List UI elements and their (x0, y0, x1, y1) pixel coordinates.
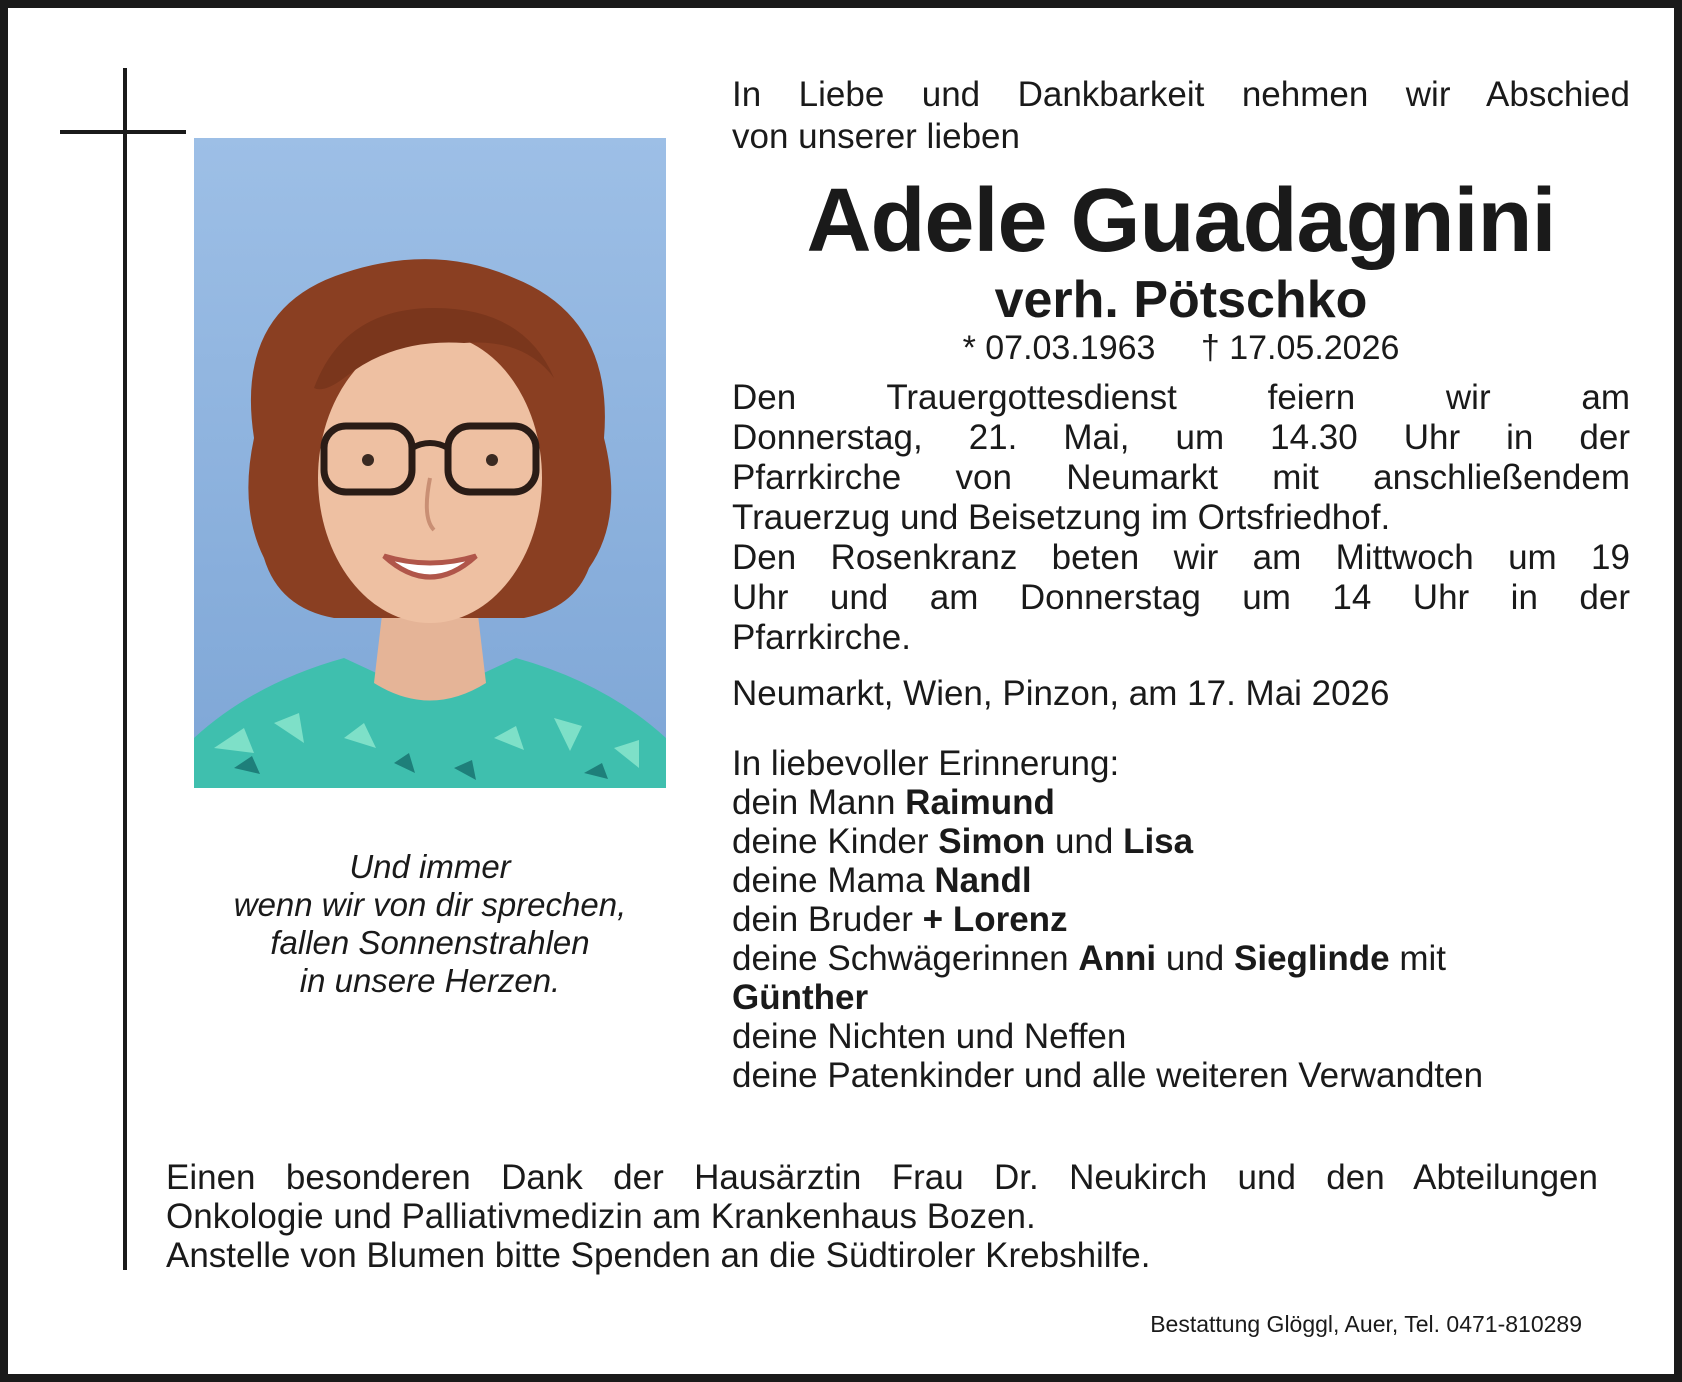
death-date: † 17.05.2026 (1200, 329, 1400, 367)
intro-line: von unserer lieben (732, 117, 1020, 156)
family-heading: In liebevoller Erinnerung: (732, 744, 1120, 783)
intro-text (732, 74, 1630, 158)
rosary-line: Uhr und am Donnerstag um 14 Uhr in der (732, 578, 1630, 617)
obituary-notice (8, 8, 1674, 1374)
place-and-date: Neumarkt, Wien, Pinzon, am 17. Mai 2026 (732, 674, 1390, 713)
life-dates (732, 328, 1630, 368)
thanks-line: Onkologie und Palliativmedizin am Krankenhaus Bozen. (166, 1197, 1036, 1236)
sister-in-law-name: Sieglinde (1234, 939, 1390, 978)
quote-line: fallen Sonnenstrahlen (270, 924, 590, 961)
service-announcement (732, 378, 1630, 658)
family-entry-mother: deine Mama Nandl (732, 861, 1032, 900)
service-line: Pfarrkirche von Neumarkt mit anschließendem (732, 458, 1630, 497)
service-line: Den Trauergottesdienst feiern wir am (732, 378, 1630, 417)
family-entry-husband: dein Mann Raimund (732, 783, 1055, 822)
sister-in-law-name: Anni (1078, 939, 1157, 978)
cross-icon-vertical-bar (123, 68, 127, 1270)
notice-text-column (732, 74, 1630, 1095)
thanks-paragraph (166, 1158, 1598, 1275)
rosary-line: Pfarrkirche. (732, 618, 911, 657)
funeral-home-contact: Bestattung Glöggl, Auer, Tel. 0471-810289 (1150, 1311, 1582, 1337)
deceased-name: Adele Guadagnini (806, 171, 1556, 271)
family-entry-sisters-in-law: deine Schwägerinnen Anni und Sieglinde mit (732, 939, 1446, 978)
child-name: Lisa (1123, 822, 1194, 861)
service-line: Trauerzug und Beisetzung im Ortsfriedhof. (732, 498, 1391, 537)
quote-line: wenn wir von dir sprechen, (233, 886, 627, 923)
mother-name: Nandl (934, 861, 1032, 900)
family-entry-children: deine Kinder Simon und Lisa (732, 822, 1194, 861)
husband-name: Raimund (905, 783, 1055, 822)
rosary-line: Den Rosenkranz beten wir am Mittwoch um 19 (732, 538, 1630, 577)
memorial-quote (194, 848, 666, 1000)
family-entry-brother: dein Bruder + Lorenz (732, 900, 1068, 939)
quote-line: in unsere Herzen. (299, 962, 561, 999)
family-list (732, 744, 1630, 1095)
quote-line: Und immer (349, 848, 511, 885)
service-line: Donnerstag, 21. Mai, um 14.30 Uhr in der (732, 418, 1630, 457)
thanks-line: Einen besonderen Dank der Hausärztin Frau Dr. Neukirch und den Abteilungen (166, 1158, 1598, 1197)
family-entry-partner (732, 978, 1630, 1017)
cross-icon-horizontal-bar (60, 130, 186, 134)
child-name: Simon (938, 822, 1046, 861)
married-name: verh. Pötschko (994, 271, 1368, 329)
brother-name: + Lorenz (922, 900, 1068, 939)
partner-name: Günther (732, 978, 869, 1017)
donation-line: Anstelle von Blumen bitte Spenden an die Südtiroler Krebshilfe. (166, 1236, 1151, 1275)
family-entry-godchildren: deine Patenkinder und alle weiteren Verwandten (732, 1056, 1484, 1095)
family-entry-nieces: deine Nichten und Neffen (732, 1017, 1127, 1056)
portrait-photo (194, 138, 666, 788)
intro-line: In Liebe und Dankbarkeit nehmen wir Abschied (732, 75, 1630, 114)
birth-date: * 07.03.1963 (962, 329, 1156, 367)
portrait-illustration (194, 138, 666, 788)
